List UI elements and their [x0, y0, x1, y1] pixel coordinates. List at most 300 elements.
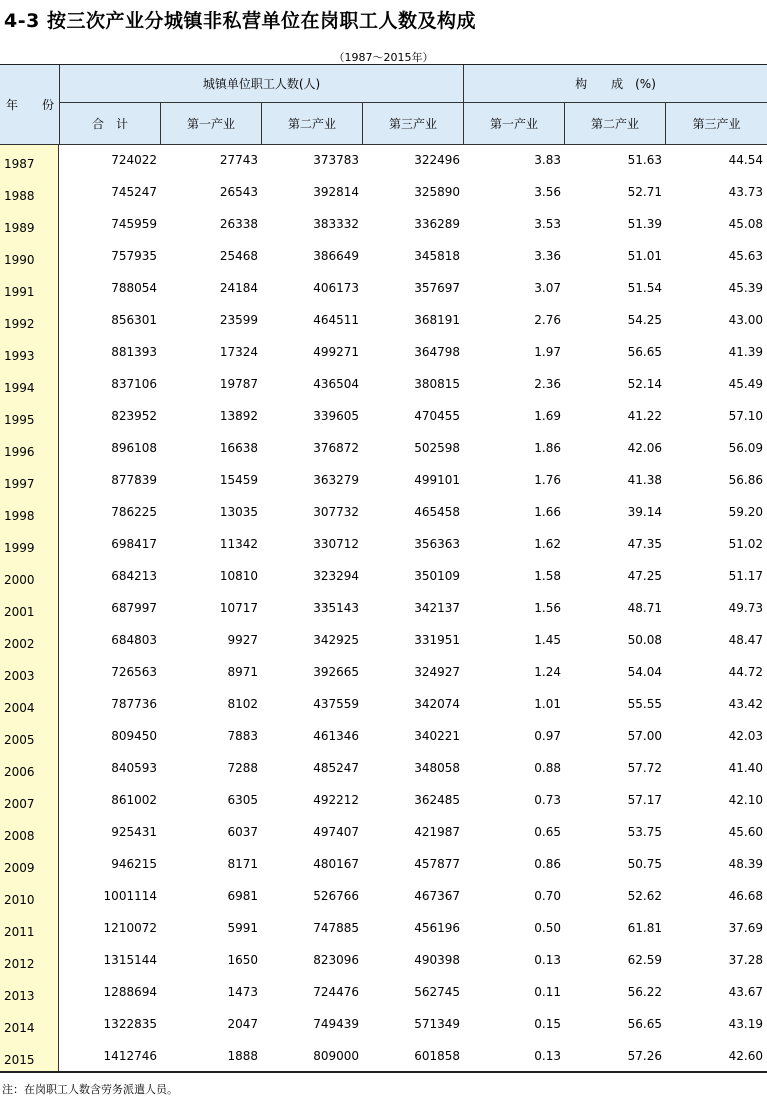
cell-value: 0.13 — [534, 953, 561, 967]
cell-value: 52.62 — [627, 889, 662, 903]
pct-primary-cell — [463, 241, 564, 273]
cell-value: 350109 — [414, 569, 460, 583]
year-label: 2009 — [4, 861, 35, 875]
page-title: 4-3 按三次产业分城镇非私营单位在岗职工人数及构成 — [4, 10, 476, 32]
cell-value: 340221 — [414, 729, 460, 743]
pct-tertiary-cell — [665, 593, 766, 625]
table-row — [0, 465, 767, 497]
count-secondary-cell — [261, 657, 362, 689]
count-secondary-cell — [261, 753, 362, 785]
count-secondary-cell — [261, 945, 362, 977]
cell-value: 8971 — [227, 665, 258, 679]
pct-primary-cell — [463, 945, 564, 977]
pct-tertiary-cell — [665, 209, 766, 241]
table-row — [0, 721, 767, 753]
year-label: 2015 — [4, 1053, 35, 1067]
pct-primary-cell — [463, 1009, 564, 1041]
cell-value: 465458 — [414, 505, 460, 519]
count-primary-cell — [160, 881, 261, 913]
cell-value: 492212 — [313, 793, 359, 807]
pct-tertiary-cell — [665, 529, 766, 561]
pct-secondary-cell — [564, 913, 665, 945]
cell-value: 307732 — [313, 505, 359, 519]
total-cell — [60, 881, 160, 913]
total-cell — [60, 305, 160, 337]
cell-value: 323294 — [313, 569, 359, 583]
cell-value: 0.13 — [534, 1049, 561, 1063]
cell-value: 8171 — [227, 857, 258, 871]
cell-value: 45.63 — [728, 249, 763, 263]
cell-value: 0.97 — [534, 729, 561, 743]
cell-value: 0.50 — [534, 921, 561, 935]
cell-value: 823952 — [111, 409, 157, 423]
pct-secondary-cell — [564, 1041, 665, 1073]
pct-primary-cell — [463, 849, 564, 881]
year-label: 2000 — [4, 573, 35, 587]
cell-value: 3.07 — [534, 281, 561, 295]
year-cell — [0, 785, 59, 817]
table-row — [0, 913, 767, 945]
cell-value: 56.09 — [728, 441, 763, 455]
year-label: 2004 — [4, 701, 35, 715]
total-cell — [60, 1041, 160, 1073]
cell-value: 499101 — [414, 473, 460, 487]
cell-value: 46.68 — [728, 889, 763, 903]
cell-value: 53.75 — [627, 825, 662, 839]
pct-tertiary-cell — [665, 369, 766, 401]
year-cell — [0, 401, 59, 433]
total-cell — [60, 1009, 160, 1041]
year-label: 1987 — [4, 157, 35, 171]
year-label: 1997 — [4, 477, 35, 491]
pct-primary-cell — [463, 401, 564, 433]
count-tertiary-cell — [362, 625, 463, 657]
count-secondary-cell — [261, 977, 362, 1009]
year-label: 2014 — [4, 1021, 35, 1035]
pct-primary-cell — [463, 785, 564, 817]
pct-tertiary-cell — [665, 561, 766, 593]
count-primary-cell — [160, 1009, 261, 1041]
cell-value: 456196 — [414, 921, 460, 935]
year-label: 1994 — [4, 381, 35, 395]
pct-tertiary-cell — [665, 657, 766, 689]
count-primary-cell — [160, 849, 261, 881]
cell-value: 726563 — [111, 665, 157, 679]
pct-primary-cell — [463, 561, 564, 593]
cell-value: 55.55 — [627, 697, 662, 711]
header-pct-primary: 第一产业 — [464, 103, 565, 145]
count-tertiary-cell — [362, 561, 463, 593]
cell-value: 16638 — [219, 441, 258, 455]
cell-value: 41.40 — [728, 761, 763, 775]
cell-value: 48.39 — [728, 857, 763, 871]
cell-value: 376872 — [313, 441, 359, 455]
count-secondary-cell — [261, 433, 362, 465]
cell-value: 41.22 — [627, 409, 662, 423]
count-tertiary-cell — [362, 529, 463, 561]
year-label: 2001 — [4, 605, 35, 619]
count-secondary-cell — [261, 913, 362, 945]
cell-value: 724022 — [111, 153, 157, 167]
cell-value: 13892 — [219, 409, 258, 423]
pct-tertiary-cell — [665, 241, 766, 273]
cell-value: 51.39 — [627, 217, 662, 231]
count-secondary-cell — [261, 369, 362, 401]
count-tertiary-cell — [362, 1009, 463, 1041]
pct-primary-cell — [463, 625, 564, 657]
table-row — [0, 1041, 767, 1073]
cell-value: 373783 — [313, 153, 359, 167]
table-row — [0, 145, 767, 177]
count-tertiary-cell — [362, 881, 463, 913]
cell-value: 421987 — [414, 825, 460, 839]
year-label: 2003 — [4, 669, 35, 683]
year-cell — [0, 561, 59, 593]
cell-value: 461346 — [313, 729, 359, 743]
count-tertiary-cell — [362, 465, 463, 497]
cell-value: 24184 — [219, 281, 258, 295]
pct-primary-cell — [463, 977, 564, 1009]
pct-secondary-cell — [564, 529, 665, 561]
header-pct-secondary: 第二产业 — [565, 103, 666, 145]
pct-secondary-cell — [564, 241, 665, 273]
pct-tertiary-cell — [665, 145, 766, 177]
pct-tertiary-cell — [665, 817, 766, 849]
cell-value: 49.73 — [728, 601, 763, 615]
pct-secondary-cell — [564, 209, 665, 241]
count-secondary-cell — [261, 465, 362, 497]
pct-secondary-cell — [564, 337, 665, 369]
pct-primary-cell — [463, 305, 564, 337]
year-cell — [0, 209, 59, 241]
cell-value: 946215 — [111, 857, 157, 871]
table-row — [0, 529, 767, 561]
total-cell — [60, 945, 160, 977]
pct-secondary-cell — [564, 721, 665, 753]
cell-value: 42.03 — [728, 729, 763, 743]
cell-value: 44.72 — [728, 665, 763, 679]
table-row — [0, 817, 767, 849]
count-tertiary-cell — [362, 657, 463, 689]
header-group-structure: 构 成 (%) — [464, 65, 767, 103]
pct-secondary-cell — [564, 945, 665, 977]
count-secondary-cell — [261, 241, 362, 273]
pct-tertiary-cell — [665, 689, 766, 721]
count-primary-cell — [160, 145, 261, 177]
cell-value: 383332 — [313, 217, 359, 231]
count-secondary-cell — [261, 529, 362, 561]
count-secondary-cell — [261, 497, 362, 529]
count-secondary-cell — [261, 721, 362, 753]
table-row — [0, 177, 767, 209]
table-row — [0, 977, 767, 1009]
cell-value: 1.01 — [534, 697, 561, 711]
year-label: 2005 — [4, 733, 35, 747]
cell-value: 7288 — [227, 761, 258, 775]
count-tertiary-cell — [362, 945, 463, 977]
cell-value: 50.08 — [627, 633, 662, 647]
cell-value: 368191 — [414, 313, 460, 327]
count-primary-cell — [160, 625, 261, 657]
cell-value: 362485 — [414, 793, 460, 807]
cell-value: 1650 — [227, 953, 258, 967]
cell-value: 1.56 — [534, 601, 561, 615]
year-cell — [0, 913, 59, 945]
count-secondary-cell — [261, 881, 362, 913]
cell-value: 339605 — [313, 409, 359, 423]
pct-secondary-cell — [564, 753, 665, 785]
total-cell — [60, 849, 160, 881]
count-tertiary-cell — [362, 337, 463, 369]
cell-value: 52.14 — [627, 377, 662, 391]
count-tertiary-cell — [362, 817, 463, 849]
cell-value: 15459 — [219, 473, 258, 487]
count-tertiary-cell — [362, 177, 463, 209]
cell-value: 0.88 — [534, 761, 561, 775]
header-total: 合 计 — [60, 103, 161, 145]
table-row — [0, 1009, 767, 1041]
cell-value: 1322835 — [103, 1017, 157, 1031]
cell-value: 3.36 — [534, 249, 561, 263]
cell-value: 1.76 — [534, 473, 561, 487]
pct-secondary-cell — [564, 625, 665, 657]
header-year: 年 份 — [0, 65, 60, 145]
header-count-tertiary: 第三产业 — [363, 103, 464, 145]
pct-secondary-cell — [564, 145, 665, 177]
total-cell — [60, 241, 160, 273]
cell-value: 684803 — [111, 633, 157, 647]
cell-value: 6981 — [227, 889, 258, 903]
pct-primary-cell — [463, 209, 564, 241]
total-cell — [60, 273, 160, 305]
count-primary-cell — [160, 785, 261, 817]
cell-value: 59.20 — [728, 505, 763, 519]
cell-value: 0.15 — [534, 1017, 561, 1031]
cell-value: 51.17 — [728, 569, 763, 583]
pct-primary-cell — [463, 817, 564, 849]
cell-value: 809450 — [111, 729, 157, 743]
year-cell — [0, 1041, 59, 1073]
total-cell — [60, 177, 160, 209]
pct-secondary-cell — [564, 561, 665, 593]
cell-value: 23599 — [219, 313, 258, 327]
cell-value: 1210072 — [103, 921, 157, 935]
count-tertiary-cell — [362, 977, 463, 1009]
cell-value: 43.73 — [728, 185, 763, 199]
count-tertiary-cell — [362, 849, 463, 881]
year-cell — [0, 305, 59, 337]
cell-value: 330712 — [313, 537, 359, 551]
year-cell — [0, 529, 59, 561]
cell-value: 62.59 — [627, 953, 662, 967]
count-tertiary-cell — [362, 689, 463, 721]
cell-value: 10717 — [219, 601, 258, 615]
count-tertiary-cell — [362, 721, 463, 753]
total-cell — [60, 785, 160, 817]
cell-value: 54.04 — [627, 665, 662, 679]
pct-tertiary-cell — [665, 753, 766, 785]
cell-value: 562745 — [414, 985, 460, 999]
count-tertiary-cell — [362, 273, 463, 305]
cell-value: 0.70 — [534, 889, 561, 903]
cell-value: 331951 — [414, 633, 460, 647]
cell-value: 324927 — [414, 665, 460, 679]
cell-value: 6037 — [227, 825, 258, 839]
table-row — [0, 881, 767, 913]
count-secondary-cell — [261, 561, 362, 593]
total-cell — [60, 529, 160, 561]
cell-value: 1.24 — [534, 665, 561, 679]
count-primary-cell — [160, 593, 261, 625]
year-label: 2002 — [4, 637, 35, 651]
cell-value: 364798 — [414, 345, 460, 359]
pct-tertiary-cell — [665, 913, 766, 945]
year-label: 1990 — [4, 253, 35, 267]
pct-tertiary-cell — [665, 1009, 766, 1041]
cell-value: 490398 — [414, 953, 460, 967]
year-cell — [0, 465, 59, 497]
total-cell — [60, 561, 160, 593]
cell-value: 392814 — [313, 185, 359, 199]
count-primary-cell — [160, 465, 261, 497]
count-primary-cell — [160, 497, 261, 529]
year-label: 1991 — [4, 285, 35, 299]
table-row — [0, 209, 767, 241]
count-primary-cell — [160, 945, 261, 977]
cell-value: 0.11 — [534, 985, 561, 999]
total-cell — [60, 369, 160, 401]
cell-value: 19787 — [219, 377, 258, 391]
year-label: 2012 — [4, 957, 35, 971]
cell-value: 43.42 — [728, 697, 763, 711]
pct-primary-cell — [463, 177, 564, 209]
cell-value: 470455 — [414, 409, 460, 423]
count-secondary-cell — [261, 849, 362, 881]
cell-value: 925431 — [111, 825, 157, 839]
count-tertiary-cell — [362, 145, 463, 177]
cell-value: 56.65 — [627, 345, 662, 359]
cell-value: 502598 — [414, 441, 460, 455]
cell-value: 48.71 — [627, 601, 662, 615]
total-cell — [60, 465, 160, 497]
cell-value: 601858 — [414, 1049, 460, 1063]
cell-value: 43.00 — [728, 313, 763, 327]
cell-value: 745959 — [111, 217, 157, 231]
cell-value: 2.36 — [534, 377, 561, 391]
total-cell — [60, 689, 160, 721]
total-cell — [60, 497, 160, 529]
cell-value: 42.10 — [728, 793, 763, 807]
count-primary-cell — [160, 177, 261, 209]
table-row — [0, 785, 767, 817]
cell-value: 51.02 — [728, 537, 763, 551]
count-primary-cell — [160, 913, 261, 945]
count-secondary-cell — [261, 177, 362, 209]
cell-value: 54.25 — [627, 313, 662, 327]
count-primary-cell — [160, 369, 261, 401]
year-label: 1993 — [4, 349, 35, 363]
total-cell — [60, 145, 160, 177]
cell-value: 45.39 — [728, 281, 763, 295]
pct-tertiary-cell — [665, 977, 766, 1009]
pct-tertiary-cell — [665, 721, 766, 753]
cell-value: 322496 — [414, 153, 460, 167]
count-secondary-cell — [261, 401, 362, 433]
cell-value: 497407 — [313, 825, 359, 839]
cell-value: 50.75 — [627, 857, 662, 871]
count-secondary-cell — [261, 1041, 362, 1073]
year-cell — [0, 241, 59, 273]
pct-primary-cell — [463, 433, 564, 465]
year-cell — [0, 657, 59, 689]
pct-primary-cell — [463, 689, 564, 721]
count-primary-cell — [160, 273, 261, 305]
count-primary-cell — [160, 817, 261, 849]
pct-tertiary-cell — [665, 305, 766, 337]
total-cell — [60, 913, 160, 945]
cell-value: 1.86 — [534, 441, 561, 455]
pct-secondary-cell — [564, 465, 665, 497]
year-label: 1996 — [4, 445, 35, 459]
cell-value: 51.01 — [627, 249, 662, 263]
cell-value: 61.81 — [627, 921, 662, 935]
cell-value: 392665 — [313, 665, 359, 679]
count-primary-cell — [160, 977, 261, 1009]
cell-value: 0.65 — [534, 825, 561, 839]
year-cell — [0, 177, 59, 209]
cell-value: 56.22 — [627, 985, 662, 999]
year-label: 2006 — [4, 765, 35, 779]
count-tertiary-cell — [362, 433, 463, 465]
cell-value: 823096 — [313, 953, 359, 967]
total-cell — [60, 401, 160, 433]
cell-value: 42.06 — [627, 441, 662, 455]
table-row — [0, 657, 767, 689]
cell-value: 39.14 — [627, 505, 662, 519]
cell-value: 56.65 — [627, 1017, 662, 1031]
cell-value: 499271 — [313, 345, 359, 359]
pct-primary-cell — [463, 497, 564, 529]
cell-value: 42.60 — [728, 1049, 763, 1063]
cell-value: 342925 — [313, 633, 359, 647]
cell-value: 896108 — [111, 441, 157, 455]
pct-tertiary-cell — [665, 1041, 766, 1073]
count-secondary-cell — [261, 1009, 362, 1041]
year-cell — [0, 625, 59, 657]
cell-value: 342137 — [414, 601, 460, 615]
count-secondary-cell — [261, 209, 362, 241]
year-cell — [0, 945, 59, 977]
pct-primary-cell — [463, 1041, 564, 1073]
table-row — [0, 241, 767, 273]
cell-value: 698417 — [111, 537, 157, 551]
cell-value: 47.25 — [627, 569, 662, 583]
pct-tertiary-cell — [665, 945, 766, 977]
cell-value: 1001114 — [103, 889, 157, 903]
cell-value: 840593 — [111, 761, 157, 775]
year-cell — [0, 593, 59, 625]
pct-primary-cell — [463, 913, 564, 945]
count-primary-cell — [160, 689, 261, 721]
cell-value: 51.63 — [627, 153, 662, 167]
cell-value: 7883 — [227, 729, 258, 743]
pct-tertiary-cell — [665, 337, 766, 369]
table-row — [0, 337, 767, 369]
total-cell — [60, 625, 160, 657]
count-secondary-cell — [261, 689, 362, 721]
count-secondary-cell — [261, 625, 362, 657]
count-tertiary-cell — [362, 497, 463, 529]
